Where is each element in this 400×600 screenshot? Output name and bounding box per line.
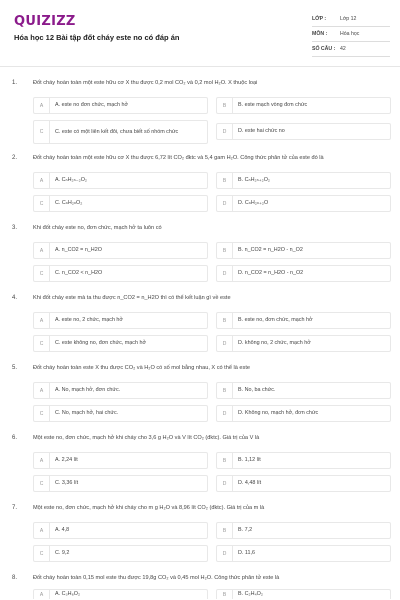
question-text: Đốt cháy hoàn toàn 0,15 mol este thu được 19,8g CO₂ và 0,45 mol H₂O. Công thức phân tử este là <box>33 575 280 581</box>
option-letter: B <box>217 173 233 188</box>
option-d[interactable] <box>216 265 391 282</box>
option-b[interactable] <box>216 312 391 329</box>
option-letter: D <box>217 266 233 281</box>
question-text: Một este no, đơn chức, mạch hở khi cháy cho m g H₂O và 8,96 lít CO₂ (đktc). Giá trị của m là <box>33 505 265 511</box>
option-text: D. CₙH₂ₙ₊₂O <box>238 200 269 207</box>
option-letter: B <box>217 589 233 599</box>
option-text: D. không no, 2 chức, mạch hở <box>238 340 311 347</box>
option-letter: B <box>217 523 233 538</box>
option-text: C. CₙH₂ₙO₂ <box>55 200 83 207</box>
option-letter: B <box>217 243 233 258</box>
option-text: C. 3,36 lít <box>55 480 79 487</box>
option-letter: B <box>217 313 233 328</box>
meta-key: MÔN : <box>312 31 328 37</box>
option-c[interactable] <box>33 265 208 282</box>
question-number: 2. <box>12 155 18 161</box>
option-text: B. n_CO2 = n_H2O - n_O2 <box>238 247 303 254</box>
option-text: C. este có một liên kết đôi, chưa biết số nhóm chức <box>55 128 179 135</box>
option-letter: B <box>217 383 233 398</box>
meta-value: Hóa học <box>340 31 360 37</box>
question-text: Đốt cháy hoàn toàn một este hữu cơ X thu được 0,2 mol CO₂ và 0,2 mol H₂O. X thuộc loại <box>33 80 258 86</box>
option-text: A. CₙH₂ₙ₋₂O₂ <box>55 177 87 184</box>
option-d[interactable] <box>216 195 391 212</box>
meta-key: SỐ CÂU : <box>312 46 336 52</box>
option-a[interactable] <box>33 589 208 599</box>
question-number: 1. <box>12 80 18 86</box>
option-letter: D <box>217 336 233 351</box>
option-text: D. 4,48 lít <box>238 480 262 487</box>
page-title: Hóa học 12 Bài tập đốt cháy este no có đáp án <box>14 33 180 42</box>
option-letter: C <box>34 546 50 561</box>
question-number: 6. <box>12 435 18 441</box>
option-d[interactable] <box>216 475 391 492</box>
option-text: D. este hai chức no <box>238 128 285 135</box>
option-letter: C <box>34 196 50 211</box>
meta-value: 42 <box>340 46 346 52</box>
option-a[interactable] <box>33 97 208 114</box>
option-letter: C <box>34 121 50 143</box>
meta-key: LỚP : <box>312 16 327 22</box>
option-text: A. C₃H₆O₂ <box>55 591 81 598</box>
option-letter: A <box>34 243 50 258</box>
worksheet-header <box>0 0 400 66</box>
option-letter: A <box>34 453 50 468</box>
option-text: B. 7,2 <box>238 527 253 534</box>
option-text: B. este mạch vòng đơn chức <box>238 102 308 109</box>
option-letter: C <box>34 476 50 491</box>
option-d[interactable] <box>216 123 391 140</box>
option-letter: A <box>34 313 50 328</box>
option-letter: A <box>34 173 50 188</box>
header-divider <box>0 66 400 67</box>
option-d[interactable] <box>216 405 391 422</box>
option-c[interactable] <box>33 120 208 144</box>
question-text: Khi đốt cháy este no, đơn chức, mạch hở ta luôn có <box>33 225 162 231</box>
question-number: 3. <box>12 225 18 231</box>
option-letter: A <box>34 98 50 113</box>
option-text: C. n_CO2 < n_H2O <box>55 270 103 277</box>
option-letter: D <box>217 546 233 561</box>
option-d[interactable] <box>216 545 391 562</box>
option-b[interactable] <box>216 97 391 114</box>
option-letter: D <box>217 406 233 421</box>
question-number: 5. <box>12 365 18 371</box>
option-text: C. este không no, đơn chức, mạch hở <box>55 340 146 347</box>
option-a[interactable] <box>33 522 208 539</box>
option-b[interactable] <box>216 589 391 599</box>
meta-row-class <box>312 12 390 27</box>
question-text: Khi đốt cháy este mà ta thu được n_CO2 = n_H2O thì có thể kết luận gì về este <box>33 295 231 301</box>
option-text: B. 1,12 lít <box>238 457 261 464</box>
option-text: D. n_CO2 = n_H2O - n_O2 <box>238 270 304 277</box>
worksheet-meta <box>312 12 390 57</box>
question-number: 8. <box>12 575 18 581</box>
option-text: A. n_CO2 = n_H2O <box>55 247 102 254</box>
option-letter: B <box>217 98 233 113</box>
option-a[interactable] <box>33 172 208 189</box>
option-c[interactable] <box>33 405 208 422</box>
option-c[interactable] <box>33 545 208 562</box>
option-letter: A <box>34 383 50 398</box>
option-text: B. CₙH₂ₙ₊₂O₂ <box>238 177 270 184</box>
option-b[interactable] <box>216 452 391 469</box>
meta-row-subject <box>312 27 390 42</box>
option-text: A. este no đơn chức, mạch hở <box>55 102 129 109</box>
option-text: A. 2,24 lít <box>55 457 78 464</box>
question-number: 4. <box>12 295 18 301</box>
option-letter: C <box>34 406 50 421</box>
question-number: 7. <box>12 505 18 511</box>
option-b[interactable] <box>216 242 391 259</box>
option-text: D. 11,6 <box>238 550 255 557</box>
option-c[interactable] <box>33 475 208 492</box>
question-text: Một este no, đơn chức, mạch hở khi cháy cho 3,6 g H₂O và V lít CO₂ (đktc). Giá trị của V là <box>33 435 260 441</box>
option-text: A. este no, 2 chức, mạch hở <box>55 317 123 324</box>
option-letter: A <box>34 523 50 538</box>
option-b[interactable] <box>216 172 391 189</box>
option-b[interactable] <box>216 522 391 539</box>
option-letter: A <box>34 589 50 599</box>
option-letter: D <box>217 476 233 491</box>
option-d[interactable] <box>216 335 391 352</box>
option-a[interactable] <box>33 242 208 259</box>
quizizz-logo: QUIZIZZ <box>14 14 76 29</box>
option-b[interactable] <box>216 382 391 399</box>
option-letter: C <box>34 336 50 351</box>
option-letter: B <box>217 453 233 468</box>
option-c[interactable] <box>33 335 208 352</box>
option-text: B. C₂H₄O₂ <box>238 591 263 598</box>
option-text: A. 4,8 <box>55 527 70 534</box>
option-text: C. 9,2 <box>55 550 70 557</box>
option-text: C. No, mạch hở, hai chức. <box>55 410 119 417</box>
option-a[interactable] <box>33 382 208 399</box>
option-a[interactable] <box>33 452 208 469</box>
option-letter: D <box>217 124 233 139</box>
option-text: A. No, mạch hở, đơn chức. <box>55 387 121 394</box>
option-text: D. Không no, mạch hở, đơn chức <box>238 410 319 417</box>
meta-row-count <box>312 42 390 57</box>
question-text: Đốt cháy hoàn toàn một este hữu cơ X thu được 6,72 lít CO₂ đktc và 5,4 gam H₂O. Công thức phân tử của este đó là <box>33 155 324 161</box>
option-text: B. este no, đơn chức, mạch hở <box>238 317 313 324</box>
option-a[interactable] <box>33 312 208 329</box>
option-letter: C <box>34 266 50 281</box>
option-text: B. No, ba chức. <box>238 387 276 394</box>
option-letter: D <box>217 196 233 211</box>
meta-value: Lớp 12 <box>340 16 357 22</box>
option-c[interactable] <box>33 195 208 212</box>
question-text: Đốt cháy hoàn toàn este X thu được CO₂ và H₂O có số mol bằng nhau, X có thể là este <box>33 365 250 371</box>
